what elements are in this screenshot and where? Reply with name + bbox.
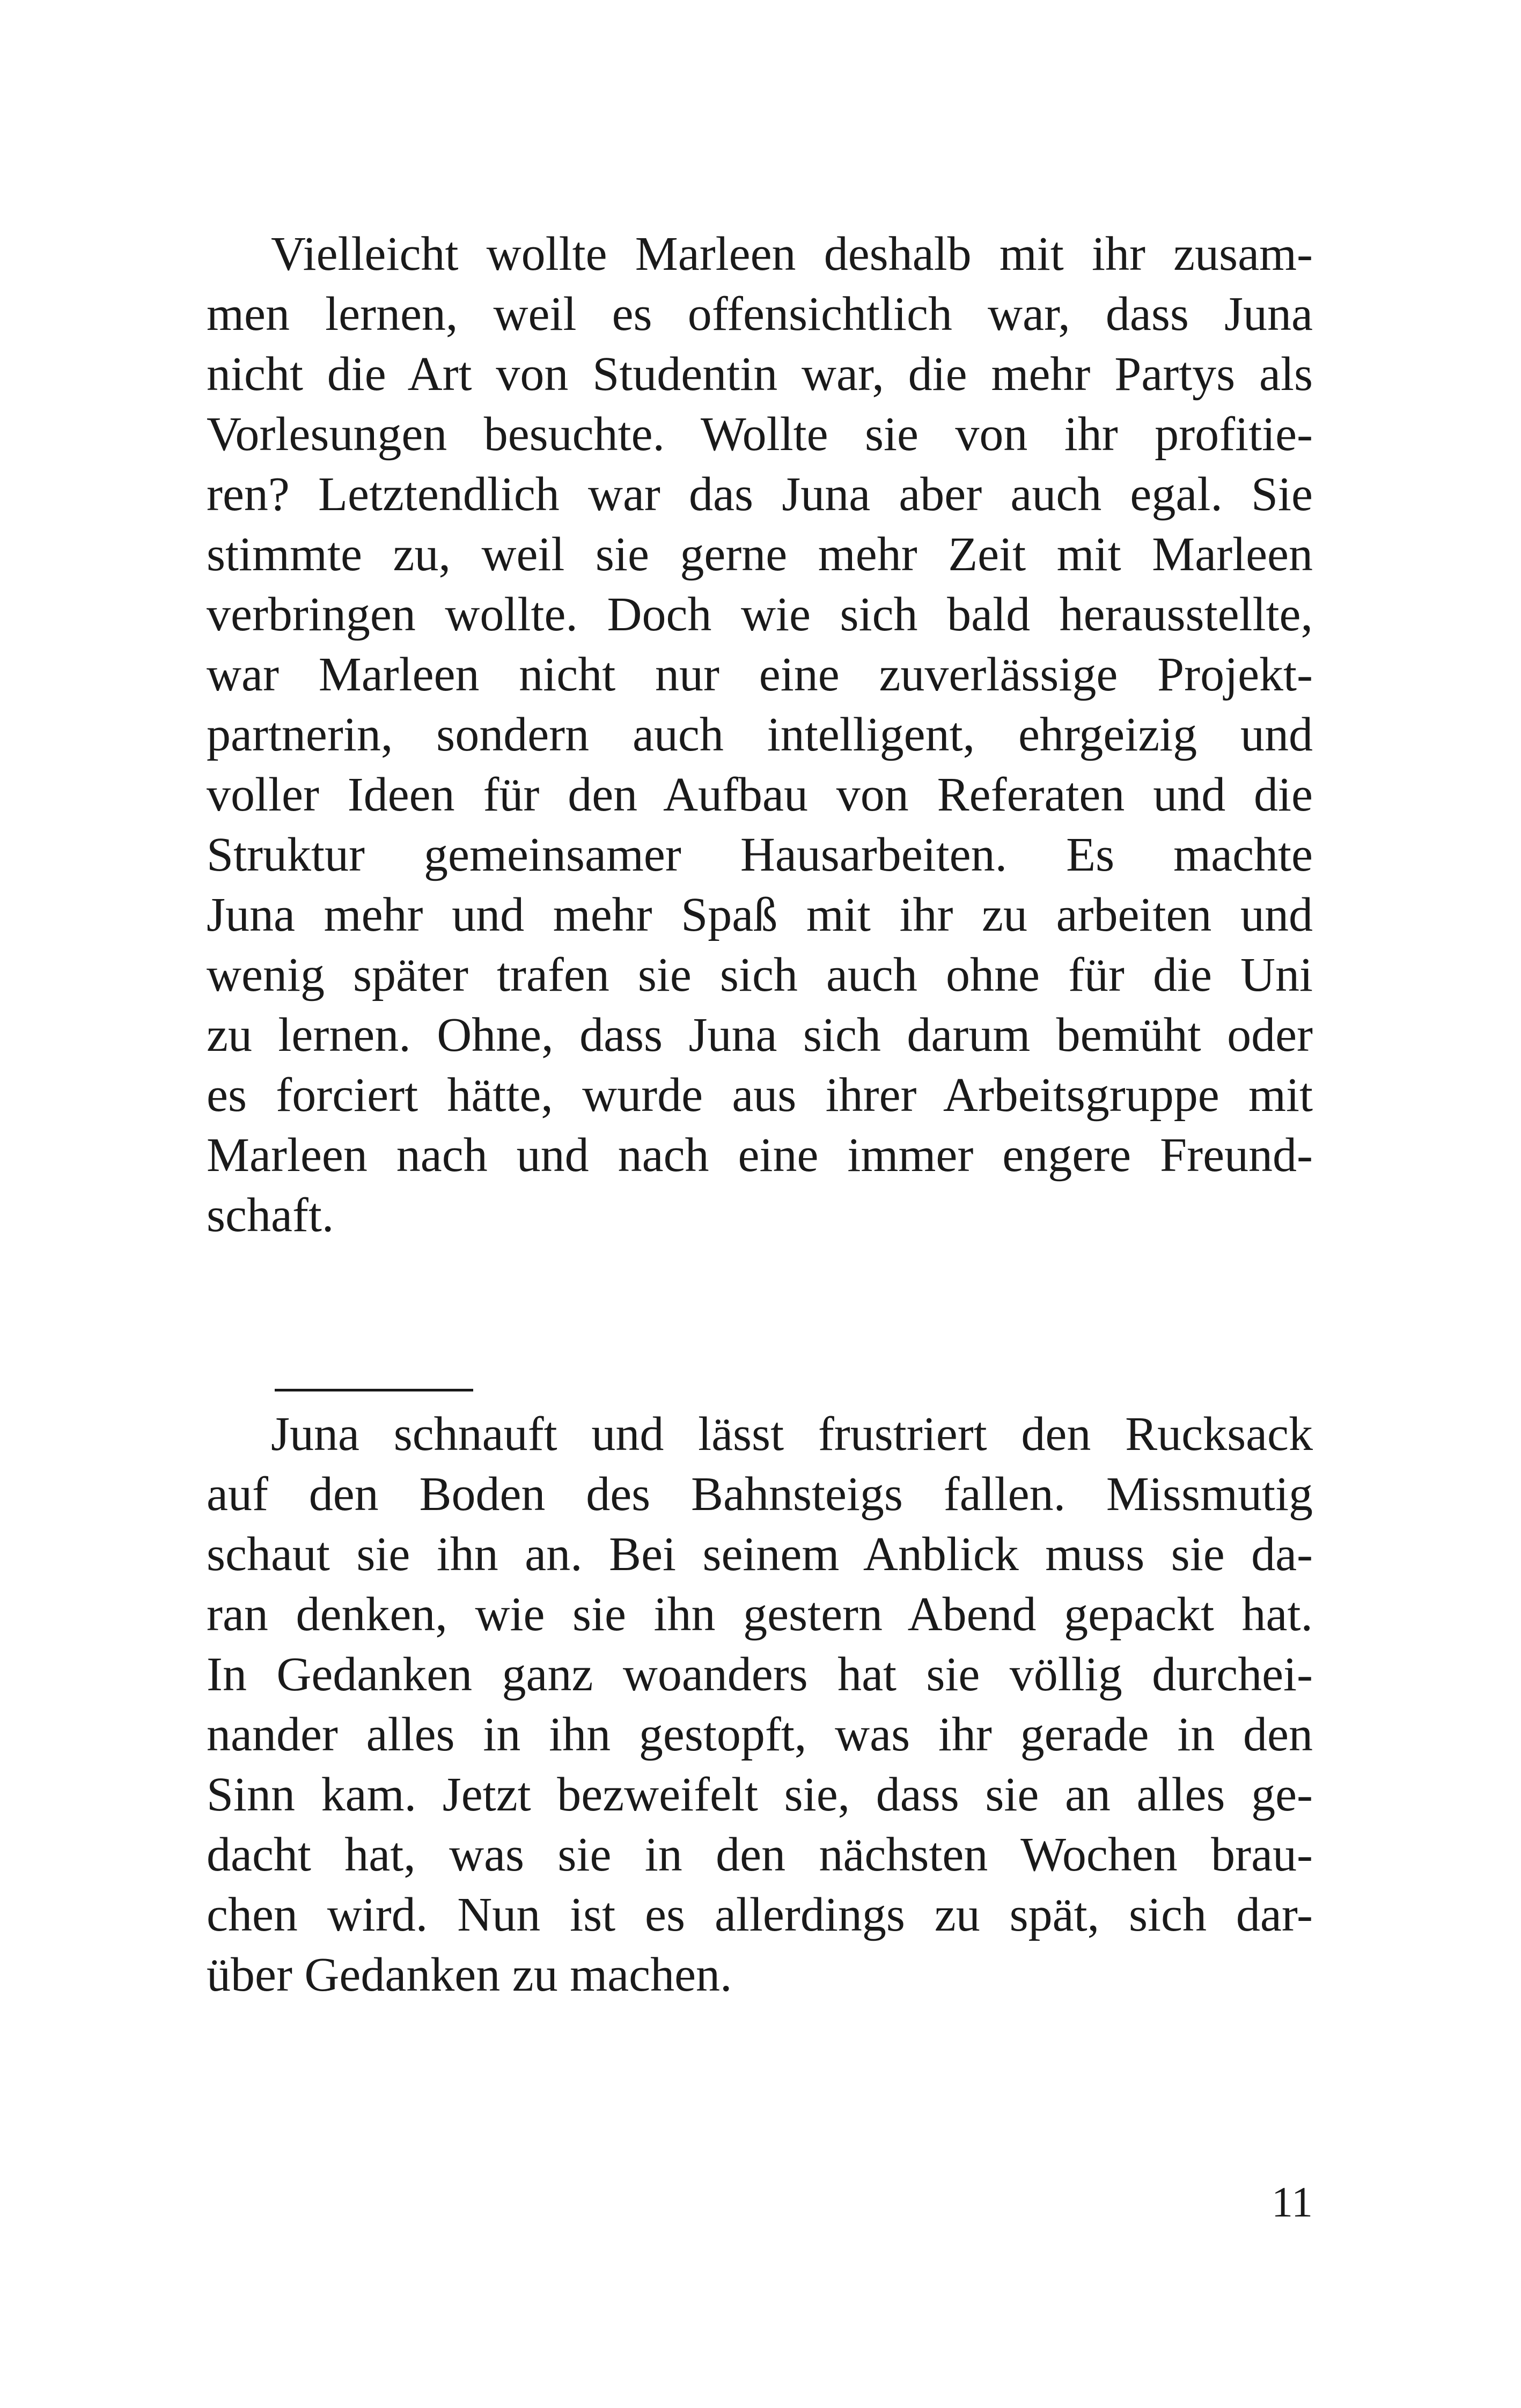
paragraph-1 — [207, 224, 1313, 1246]
paragraph-line: zu lernen. Ohne, dass Juna sich darum bemüht oder — [207, 1008, 1313, 1062]
section-divider — [275, 1389, 473, 1391]
paragraph-line: dacht hat, was sie in den nächsten Wochen brau- — [207, 1828, 1313, 1881]
paragraph-2 — [207, 1404, 1313, 2005]
paragraph-line: nicht die Art von Studentin war, die mehr Partys als — [207, 348, 1313, 401]
paragraph-line: Juna mehr und mehr Spaß mit ihr zu arbeiten und — [207, 888, 1313, 941]
paragraph-line: Struktur gemeinsamer Hausarbeiten. Es machte — [207, 828, 1313, 881]
paragraph-line: Juna schnauft und lässt frustriert den Rucksack — [271, 1408, 1313, 1461]
paragraph-line: stimmte zu, weil sie gerne mehr Zeit mit Marleen — [207, 528, 1313, 581]
paragraph-line: chen wird. Nun ist es allerdings zu spät, sich dar- — [207, 1888, 1313, 1941]
paragraph-line: Vorlesungen besuchte. Wollte sie von ihr profitie- — [207, 408, 1313, 461]
paragraph-line: wenig später trafen sie sich auch ohne für die Uni — [207, 948, 1313, 1002]
paragraph-line: men lernen, weil es offensichtlich war, dass Juna — [207, 288, 1313, 341]
paragraph-line: war Marleen nicht nur eine zuverlässige Projekt- — [207, 648, 1313, 701]
paragraph-line: auf den Boden des Bahnsteigs fallen. Missmutig — [207, 1468, 1313, 1521]
paragraph-line: partnerin, sondern auch intelligent, ehrgeizig und — [207, 708, 1313, 761]
paragraph-line: es forciert hätte, wurde aus ihrer Arbeitsgruppe mit — [207, 1069, 1313, 1122]
paragraph-line: schaut sie ihn an. Bei seinem Anblick muss sie da- — [207, 1528, 1313, 1581]
paragraph-line: schaft. — [207, 1189, 334, 1242]
paragraph-line: Marleen nach und nach eine immer engere Freund- — [207, 1129, 1313, 1182]
paragraph-line: verbringen wollte. Doch wie sich bald herausstellte, — [207, 588, 1313, 641]
paragraph-line: Vielleicht wollte Marleen deshalb mit ihr zusam- — [271, 227, 1313, 281]
page-number: 11 — [1271, 2179, 1313, 2226]
paragraph-line: In Gedanken ganz woanders hat sie völlig durchei- — [207, 1648, 1313, 1701]
paragraph-line: über Gedanken zu machen. — [207, 1948, 732, 2001]
paragraph-line: nander alles in ihn gestopft, was ihr gerade in den — [207, 1708, 1313, 1761]
paragraph-line: ren? Letztendlich war das Juna aber auch egal. Sie — [207, 468, 1313, 521]
paragraph-line: voller Ideen für den Aufbau von Referaten und die — [207, 768, 1313, 821]
paragraph-line: ran denken, wie sie ihn gestern Abend gepackt hat. — [207, 1588, 1313, 1641]
paragraph-line: Sinn kam. Jetzt bezweifelt sie, dass sie an alles ge- — [207, 1768, 1313, 1821]
